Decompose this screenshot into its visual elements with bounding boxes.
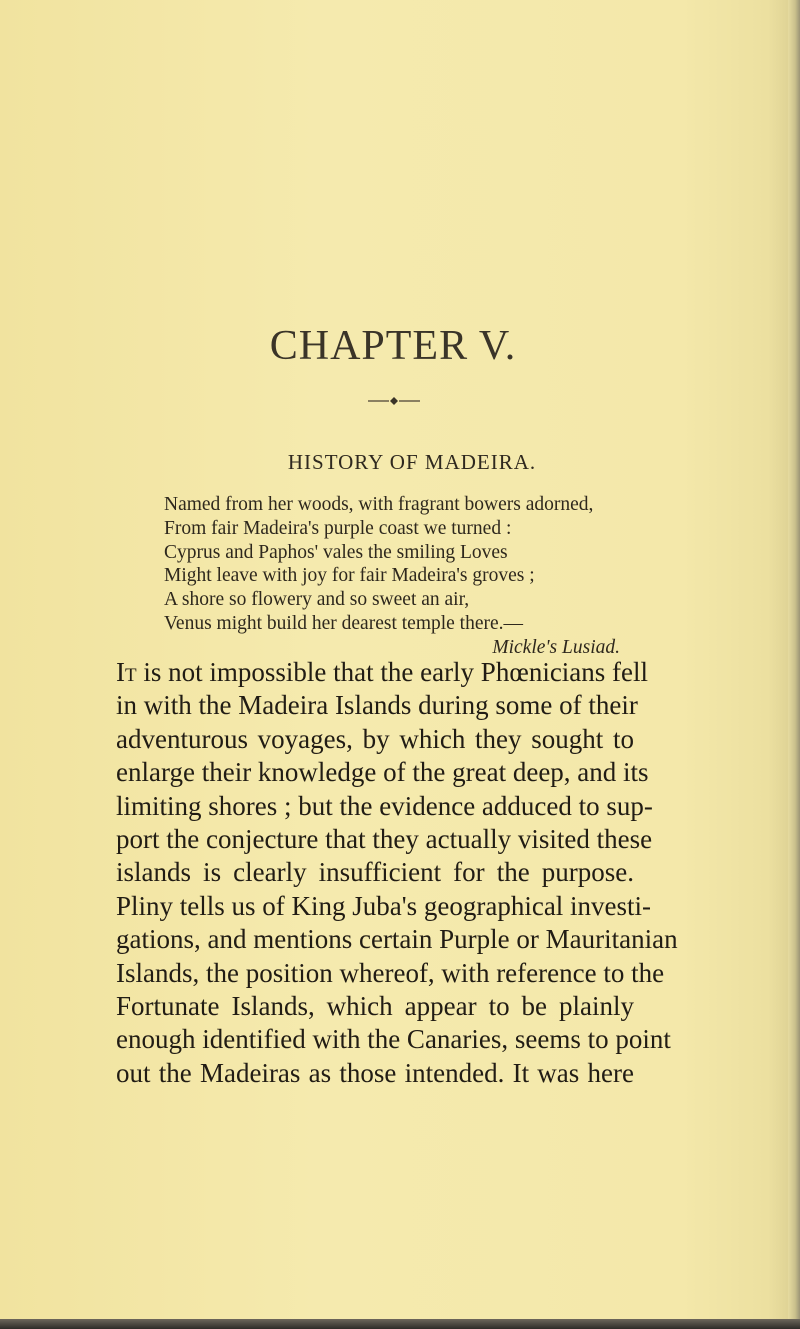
body-line: Pliny tells us of King Juba's geographical investi- [116, 890, 652, 921]
body-line: out the Madeiras as those intended. It was here [116, 1057, 634, 1088]
body-line: limiting shores ; but the evidence adduced to sup- [116, 790, 653, 821]
body-line: gations, and mentions certain Purple or Mauritanian [116, 924, 678, 955]
body-line: Fortunate Islands, which appear to be plainly [116, 991, 634, 1022]
ornament-divider [368, 395, 420, 407]
epigraph-line: Might leave with joy for fair Madeira's groves ; [164, 565, 535, 587]
epigraph [164, 493, 644, 660]
scan-bottom-edge [0, 1319, 800, 1329]
body-line: enlarge their knowledge of the great deep, and its [116, 757, 649, 788]
body-line-text: is not impossible that the early Phœnicians fell [143, 657, 649, 687]
body-paragraph [116, 656, 678, 1090]
body-line: islands is clearly insufficient for the purpose. [116, 857, 634, 888]
section-title: HISTORY OF MADEIRA. [287, 450, 537, 474]
body-line: Islands, the position whereof, with reference to the [116, 957, 665, 988]
body-line: in with the Madeira Islands during some of their [116, 690, 638, 721]
body-line [116, 656, 649, 689]
epigraph-line: Named from her woods, with fragrant bowers adorned, [164, 494, 594, 515]
epigraph-line: Venus might build her dearest temple there.— [164, 612, 524, 634]
chapter-title: CHAPTER V. [269, 323, 517, 369]
page-edge [788, 0, 800, 1329]
body-line: enough identified with the Canaries, seems to point [116, 1024, 671, 1055]
epigraph-line: From fair Madeira's purple coast we turned : [164, 517, 512, 539]
body-line: adventurous voyages, by which they sought to [116, 723, 634, 754]
drop-word: It [116, 657, 137, 687]
epigraph-line: A shore so flowery and so sweet an air, [164, 589, 470, 611]
epigraph-credit: Mickle's Lusiad. [492, 636, 620, 658]
epigraph-line: Cyprus and Paphos' vales the smiling Loves [164, 541, 508, 563]
body-line: port the conjecture that they actually visited these [116, 824, 653, 855]
